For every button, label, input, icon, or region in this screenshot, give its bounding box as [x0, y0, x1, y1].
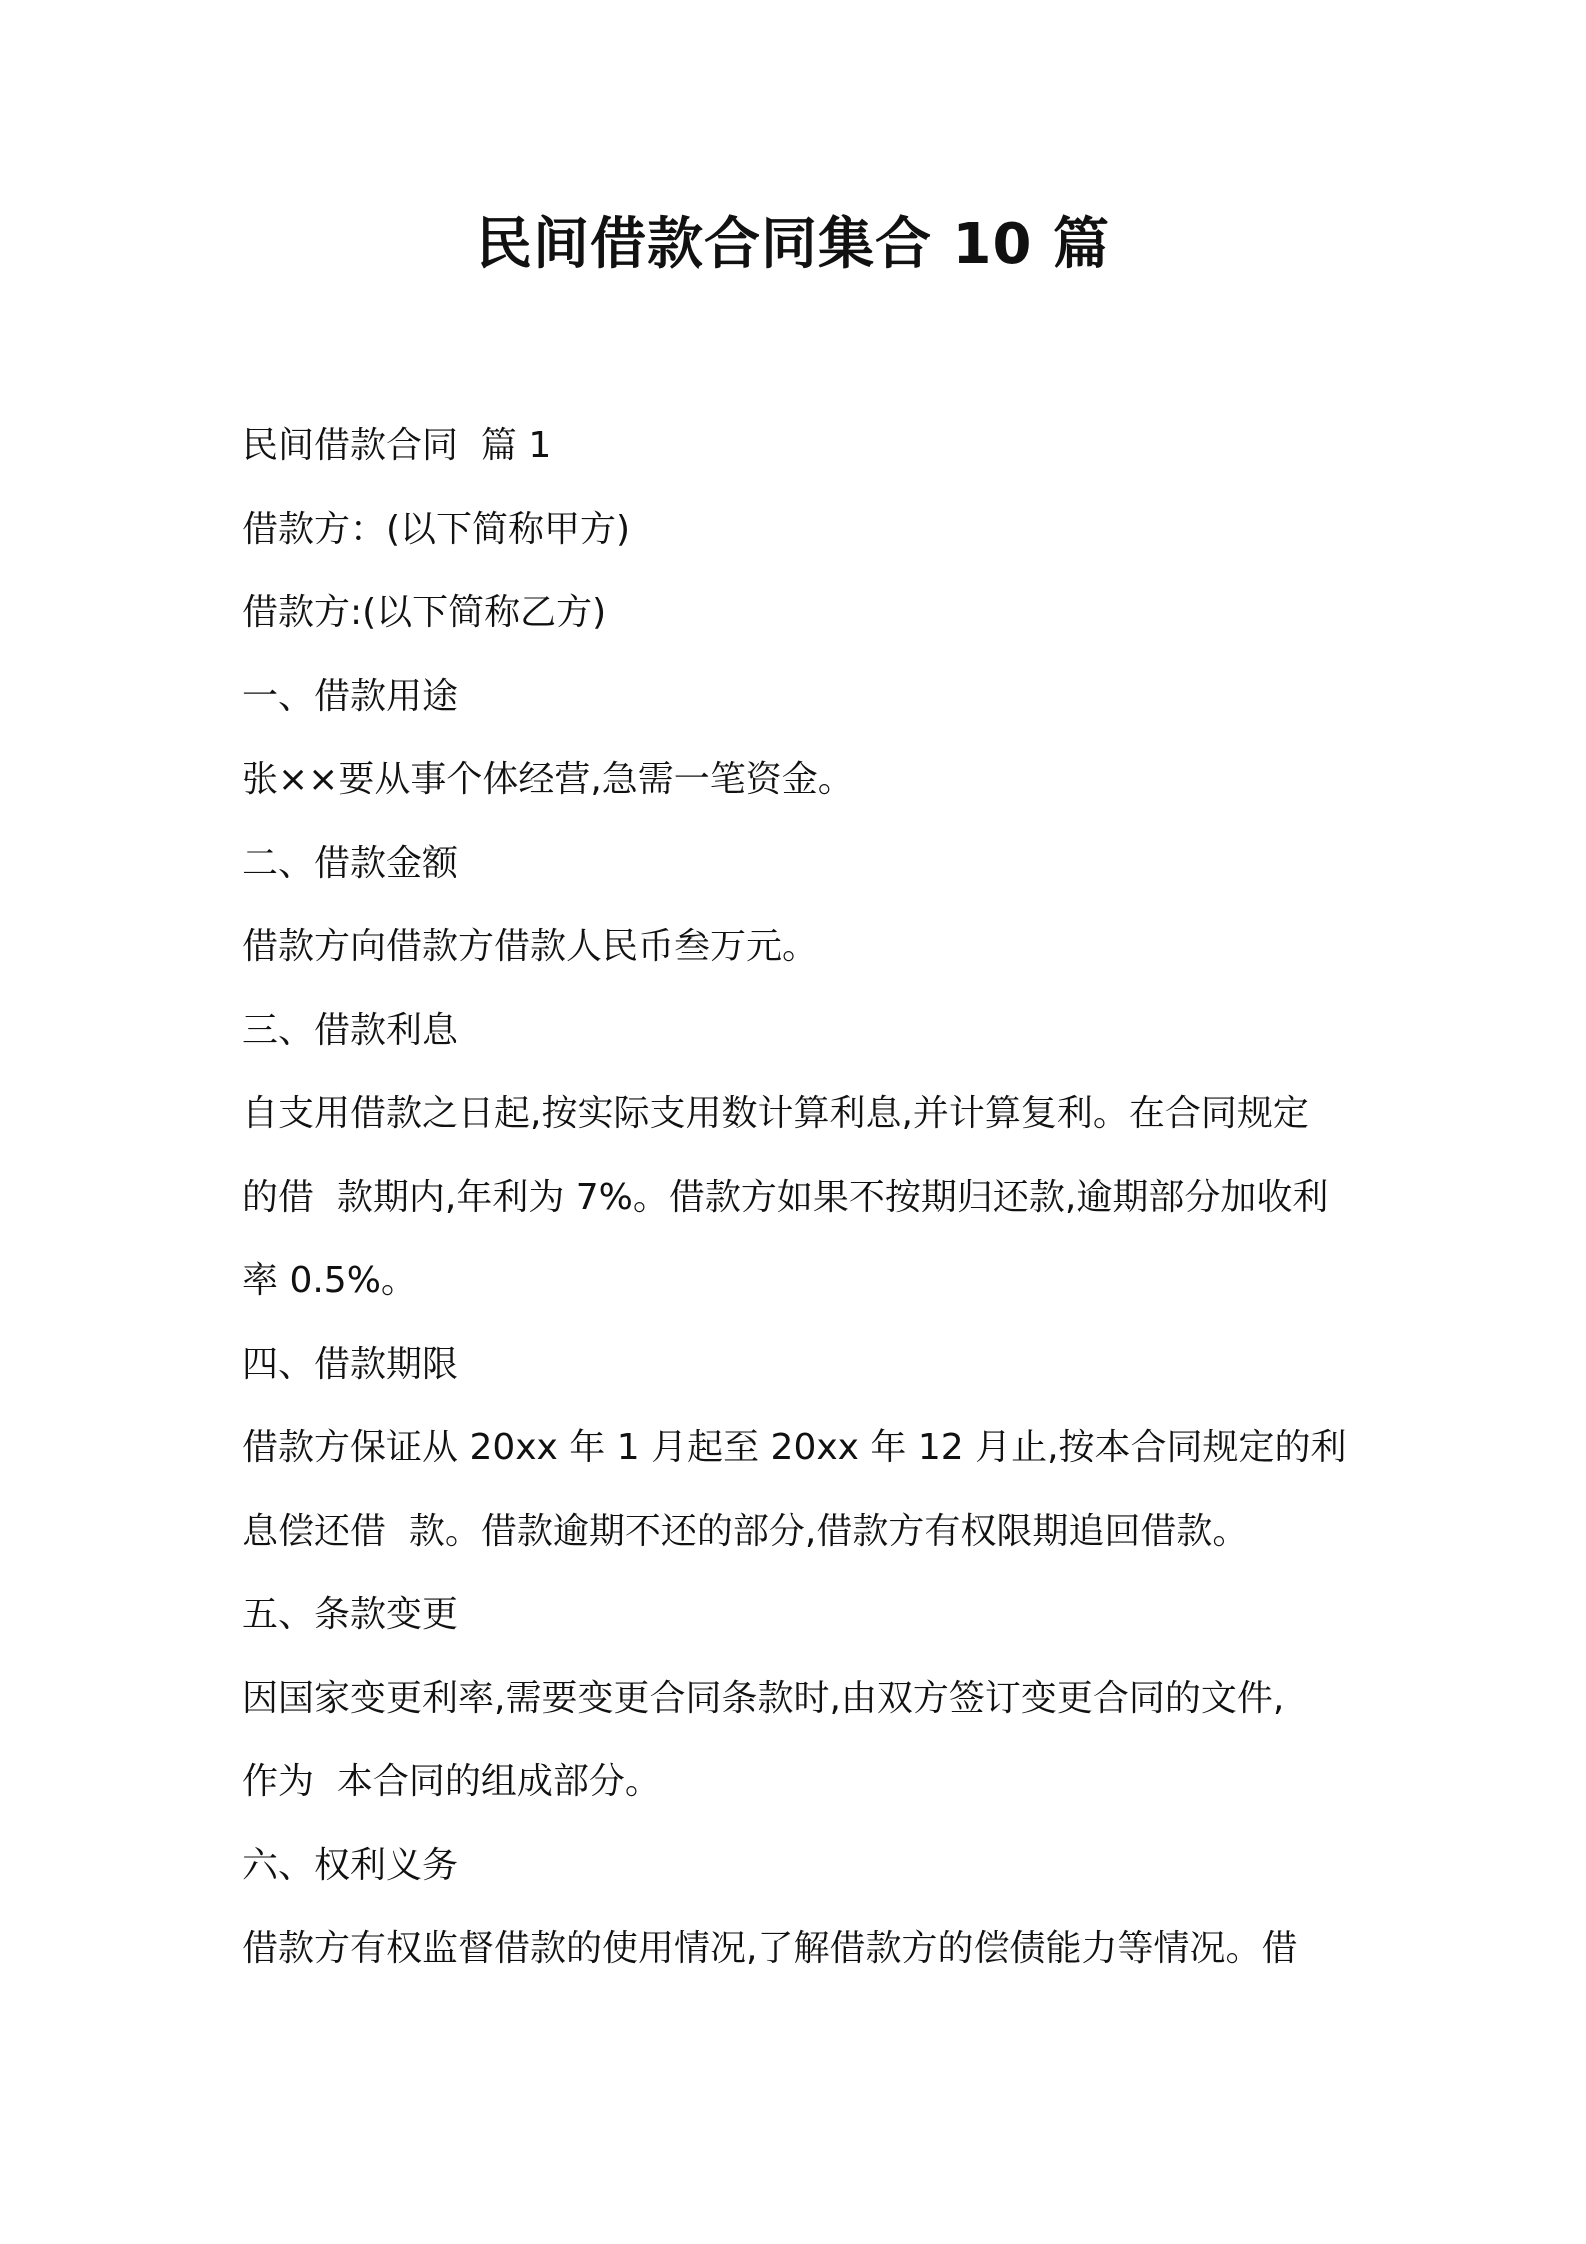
document-title: 民间借款合同集合 10 篇: [476, 212, 1110, 277]
clause-text-interest-line-2: 的借 款期内,年利为 7%。借款方如果不按期归还款,逾期部分加收利: [242, 1176, 1329, 1218]
section-heading-part-1: 民间借款合同 篇 1: [242, 425, 552, 466]
clause-text-change-line-2: 作为 本合同的组成部分。: [242, 1761, 661, 1802]
document-body: [242, 404, 1360, 1991]
clause-text-amount: 借款方向借款方借款人民币叁万元。: [242, 926, 819, 967]
clause-text-purpose: 张××要从事个体经营,急需一笔资金。: [242, 759, 854, 800]
clause-text-term-line-1: 借款方保证从 20xx 年 1 月起至 20xx 年 12 月止,按本合同规定的利: [242, 1427, 1347, 1468]
party-a-line: 借款方：(以下简称甲方): [242, 508, 631, 550]
clause-heading-rights: 六、权利义务: [242, 1844, 459, 1886]
clause-text-interest-line-3: 率 0.5%。: [242, 1260, 417, 1301]
clause-heading-term: 四、借款期限: [242, 1343, 459, 1385]
clause-text-rights-line-1: 借款方有权监督借款的使用情况,了解借款方的偿债能力等情况。借: [242, 1928, 1298, 1969]
clause-heading-change: 五、条款变更: [242, 1594, 459, 1635]
clause-heading-amount: 二、借款金额: [242, 842, 459, 884]
clause-text-interest-line-1: 自支用借款之日起,按实际支用数计算利息,并计算复利。在合同规定: [242, 1093, 1309, 1134]
clause-text-change-line-1: 因国家变更利率,需要变更合同条款时,由双方签订变更合同的文件,: [242, 1677, 1285, 1719]
party-b-line: 借款方:(以下简称乙方): [242, 592, 607, 633]
clause-text-term-line-2: 息偿还借 款。借款逾期不还的部分,借款方有权限期追回借款。: [242, 1510, 1249, 1552]
clause-heading-interest: 三、借款利息: [242, 1009, 459, 1051]
clause-heading-purpose: 一、借款用途: [242, 675, 459, 717]
